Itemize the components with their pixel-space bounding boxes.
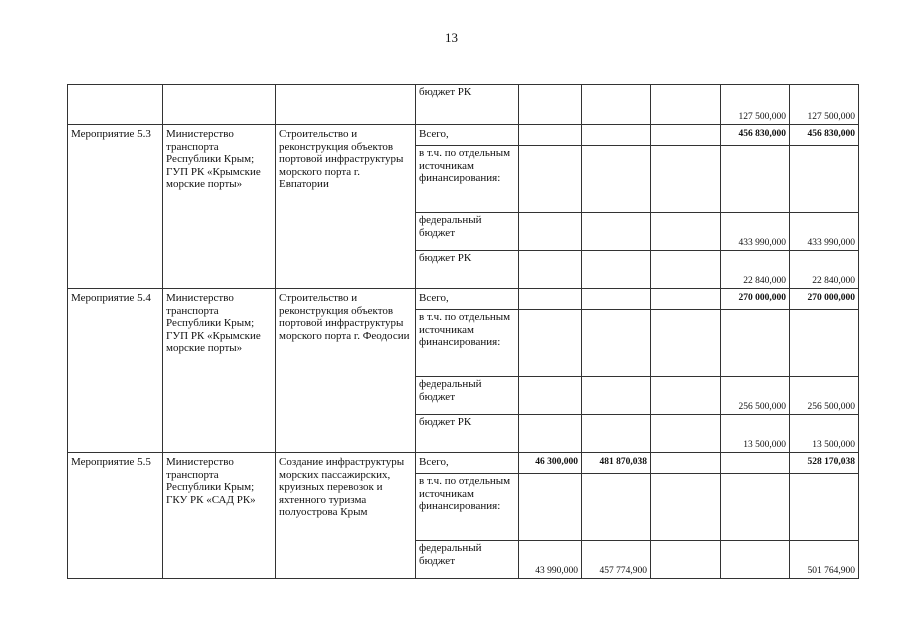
value-cell: 433 990,000 bbox=[721, 213, 790, 251]
source-cell: Всего, bbox=[416, 125, 519, 146]
value-cell: 456 830,000 bbox=[790, 125, 859, 146]
value-cell: 457 774,900 bbox=[582, 541, 651, 579]
value-cell bbox=[519, 415, 582, 453]
value-cell bbox=[651, 251, 721, 289]
value-cell bbox=[651, 453, 721, 474]
executor-name: Министерство транспорта Республики Крым; ГУП РК «Крымские морские порты» bbox=[163, 289, 276, 453]
value-cell bbox=[651, 474, 721, 541]
activity-description: Строительство и реконструкция объектов портовой инфраструктуры морского порта г. Евпатории bbox=[276, 125, 416, 289]
value-cell: 270 000,000 bbox=[721, 289, 790, 310]
activity-name: Мероприятие 5.3 bbox=[68, 125, 163, 289]
value-cell: 127 500,000 bbox=[790, 85, 859, 125]
value-cell: 43 990,000 bbox=[519, 541, 582, 579]
source-cell: в т.ч. по отдельным источникам финансирования: bbox=[416, 474, 519, 541]
value-cell bbox=[721, 474, 790, 541]
value-cell bbox=[519, 213, 582, 251]
value-cell bbox=[582, 377, 651, 415]
value-cell bbox=[721, 541, 790, 579]
source-cell: бюджет РК bbox=[416, 251, 519, 289]
executor-cell bbox=[163, 85, 276, 125]
value-cell bbox=[582, 415, 651, 453]
value-cell bbox=[519, 125, 582, 146]
value-cell bbox=[651, 125, 721, 146]
value-cell bbox=[651, 146, 721, 213]
value-cell bbox=[519, 251, 582, 289]
value-cell bbox=[582, 125, 651, 146]
table-row bbox=[68, 289, 859, 310]
source-cell: федеральный бюджет bbox=[416, 377, 519, 415]
source-cell: Всего, bbox=[416, 453, 519, 474]
value-cell bbox=[582, 251, 651, 289]
value-cell bbox=[790, 474, 859, 541]
value-cell: 481 870,038 bbox=[582, 453, 651, 474]
table-body bbox=[68, 85, 859, 579]
page-number: 13 bbox=[445, 30, 458, 45]
value-cell bbox=[651, 415, 721, 453]
value-cell bbox=[790, 146, 859, 213]
value-cell bbox=[582, 289, 651, 310]
table-row bbox=[68, 85, 859, 125]
value-cell bbox=[721, 453, 790, 474]
value-cell: 256 500,000 bbox=[721, 377, 790, 415]
description-cell bbox=[276, 85, 416, 125]
value-cell bbox=[651, 85, 721, 125]
executor-name: Министерство транспорта Республики Крым; ГКУ РК «САД РК» bbox=[163, 453, 276, 579]
value-cell bbox=[582, 146, 651, 213]
value-cell bbox=[519, 85, 582, 125]
value-cell bbox=[651, 377, 721, 415]
value-cell bbox=[519, 146, 582, 213]
source-cell: в т.ч. по отдельным источникам финансирования: bbox=[416, 146, 519, 213]
value-cell: 13 500,000 bbox=[790, 415, 859, 453]
activity-description: Создание инфраструктуры морских пассажирских, круизных перевозок и яхтенного туризма полуострова Крым bbox=[276, 453, 416, 579]
activity-description: Строительство и реконструкция объектов портовой инфраструктуры морского порта г. Феодосии bbox=[276, 289, 416, 453]
value-cell: 22 840,000 bbox=[790, 251, 859, 289]
value-cell: 528 170,038 bbox=[790, 453, 859, 474]
value-cell bbox=[651, 310, 721, 377]
value-cell: 433 990,000 bbox=[790, 213, 859, 251]
value-cell bbox=[519, 310, 582, 377]
value-cell: 456 830,000 bbox=[721, 125, 790, 146]
table-row bbox=[68, 453, 859, 474]
value-cell bbox=[790, 310, 859, 377]
value-cell bbox=[582, 213, 651, 251]
table-row bbox=[68, 125, 859, 146]
source-cell: бюджет РК bbox=[416, 85, 519, 125]
value-cell: 22 840,000 bbox=[721, 251, 790, 289]
value-cell bbox=[651, 289, 721, 310]
value-cell: 127 500,000 bbox=[721, 85, 790, 125]
value-cell bbox=[519, 474, 582, 541]
value-cell: 46 300,000 bbox=[519, 453, 582, 474]
source-cell: Всего, bbox=[416, 289, 519, 310]
executor-name: Министерство транспорта Республики Крым; ГУП РК «Крымские морские порты» bbox=[163, 125, 276, 289]
value-cell: 501 764,900 bbox=[790, 541, 859, 579]
value-cell: 256 500,000 bbox=[790, 377, 859, 415]
source-cell: федеральный бюджет bbox=[416, 541, 519, 579]
value-cell bbox=[721, 310, 790, 377]
activity-cell bbox=[68, 85, 163, 125]
value-cell bbox=[519, 377, 582, 415]
value-cell bbox=[519, 289, 582, 310]
value-cell bbox=[651, 213, 721, 251]
value-cell bbox=[582, 310, 651, 377]
value-cell bbox=[582, 85, 651, 125]
value-cell bbox=[582, 474, 651, 541]
value-cell bbox=[721, 146, 790, 213]
value-cell bbox=[651, 541, 721, 579]
source-cell: федеральный бюджет bbox=[416, 213, 519, 251]
source-cell: в т.ч. по отдельным источникам финансирования: bbox=[416, 310, 519, 377]
activity-name: Мероприятие 5.4 bbox=[68, 289, 163, 453]
value-cell: 13 500,000 bbox=[721, 415, 790, 453]
activity-name: Мероприятие 5.5 bbox=[68, 453, 163, 579]
financing-table bbox=[67, 84, 859, 579]
value-cell: 270 000,000 bbox=[790, 289, 859, 310]
source-cell: бюджет РК bbox=[416, 415, 519, 453]
